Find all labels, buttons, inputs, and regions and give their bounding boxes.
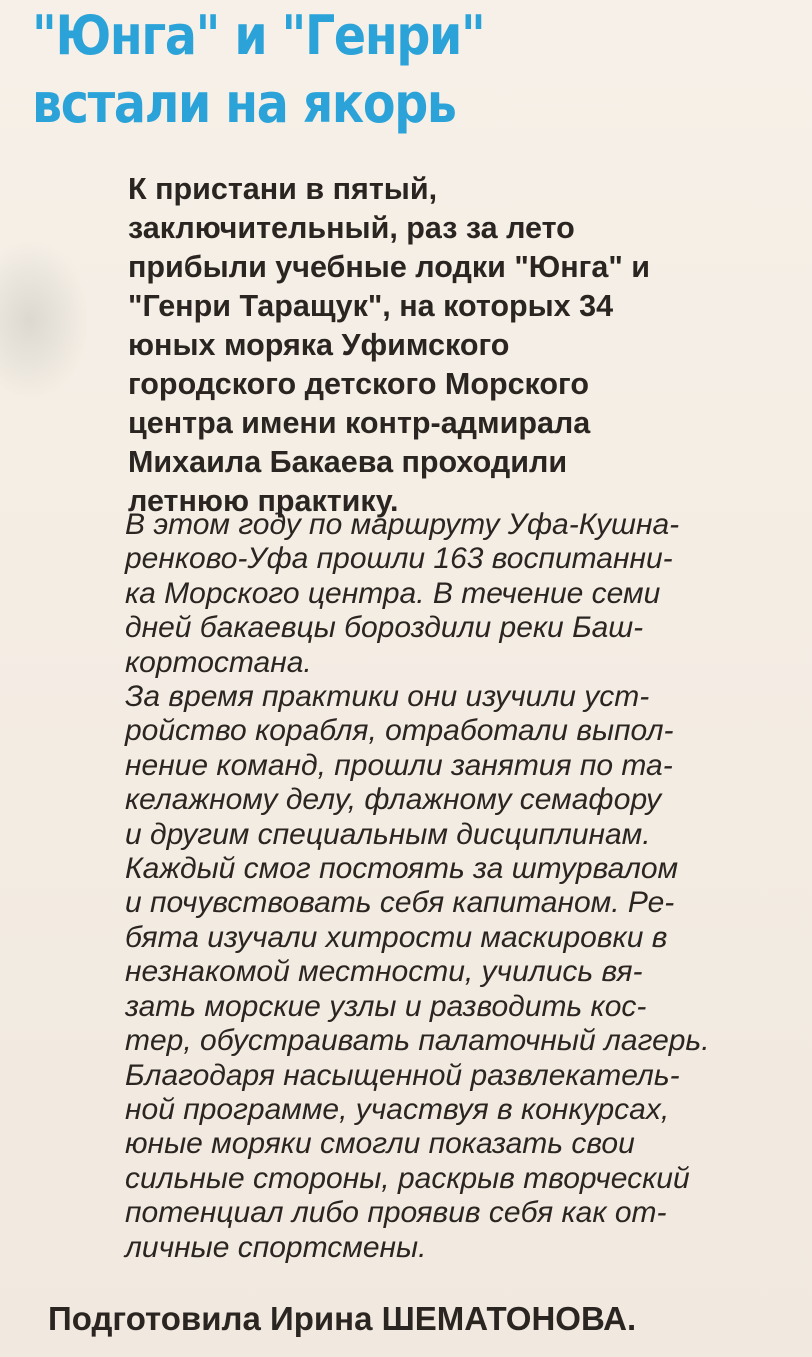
headline-line: "Юнга" и "Генри" xyxy=(32,4,485,67)
body-line: ной программе, участвуя в конкурсах, xyxy=(125,1092,670,1126)
lead-line: центра имени контр-адмирала xyxy=(128,406,591,440)
headline-line: встали на якорь xyxy=(32,72,456,135)
lead-line: юных моряка Уфимского xyxy=(128,328,510,362)
body-line: кортостана. xyxy=(125,645,312,679)
lead-line: "Генри Таращук", на которых 34 xyxy=(128,289,614,323)
body-line: нение команд, прошли занятия по та- xyxy=(125,748,673,782)
body-line: В этом году по маршруту Уфа-Кушна- xyxy=(125,508,680,541)
body-line: и другим специальным дисциплинам. xyxy=(125,817,651,851)
lead-line: К пристани в пятый, xyxy=(128,172,438,206)
body-line: зать морские узлы и разводить кос- xyxy=(125,989,647,1023)
body-line: За время практики они изучили уст- xyxy=(125,680,650,714)
body-line: дней бакаевцы бороздили реки Баш- xyxy=(125,611,644,645)
body-line: сильные стороны, раскрыв творческий xyxy=(125,1161,690,1195)
lead-line: заключительный, раз за лето xyxy=(128,211,575,245)
body-line: Благодаря насыщенной развлекатель- xyxy=(125,1058,680,1092)
article-body xyxy=(125,508,805,1265)
lead-paragraph xyxy=(128,170,778,521)
body-line: потенциал либо проявив себя как от- xyxy=(125,1196,667,1230)
body-line: личные спортсмены. xyxy=(125,1230,427,1264)
body-line: Каждый смог постоять за штурвалом xyxy=(125,852,679,886)
lead-line: Михаила Бакаева проходили xyxy=(128,445,568,479)
lead-line: прибыли учебные лодки "Юнга" и xyxy=(128,250,650,284)
body-line: ка Морского центра. В течение семи xyxy=(125,576,661,610)
body-line: юные моряки смогли показать свои xyxy=(125,1127,635,1161)
body-line: ройство корабля, отработали выпол- xyxy=(125,714,674,748)
headline xyxy=(32,2,484,138)
body-line: незнакомой местности, учились вя- xyxy=(125,955,643,989)
body-line: и почувствовать себя капитаном. Ре- xyxy=(125,886,675,920)
lead-line: городского детского Морского xyxy=(128,367,589,401)
body-line: ренково-Уфа прошли 163 воспитанни- xyxy=(125,542,673,576)
author-byline: Подготовила Ирина ШЕМАТОНОВА. xyxy=(48,1300,637,1337)
lead-line: летнюю практику. xyxy=(128,484,399,518)
body-line: тер, обустраивать палаточный лагерь. xyxy=(125,1024,710,1058)
body-line: бята изучали хитрости маскировки в xyxy=(125,920,668,954)
body-line: келажному делу, флажному семафору xyxy=(125,783,662,817)
